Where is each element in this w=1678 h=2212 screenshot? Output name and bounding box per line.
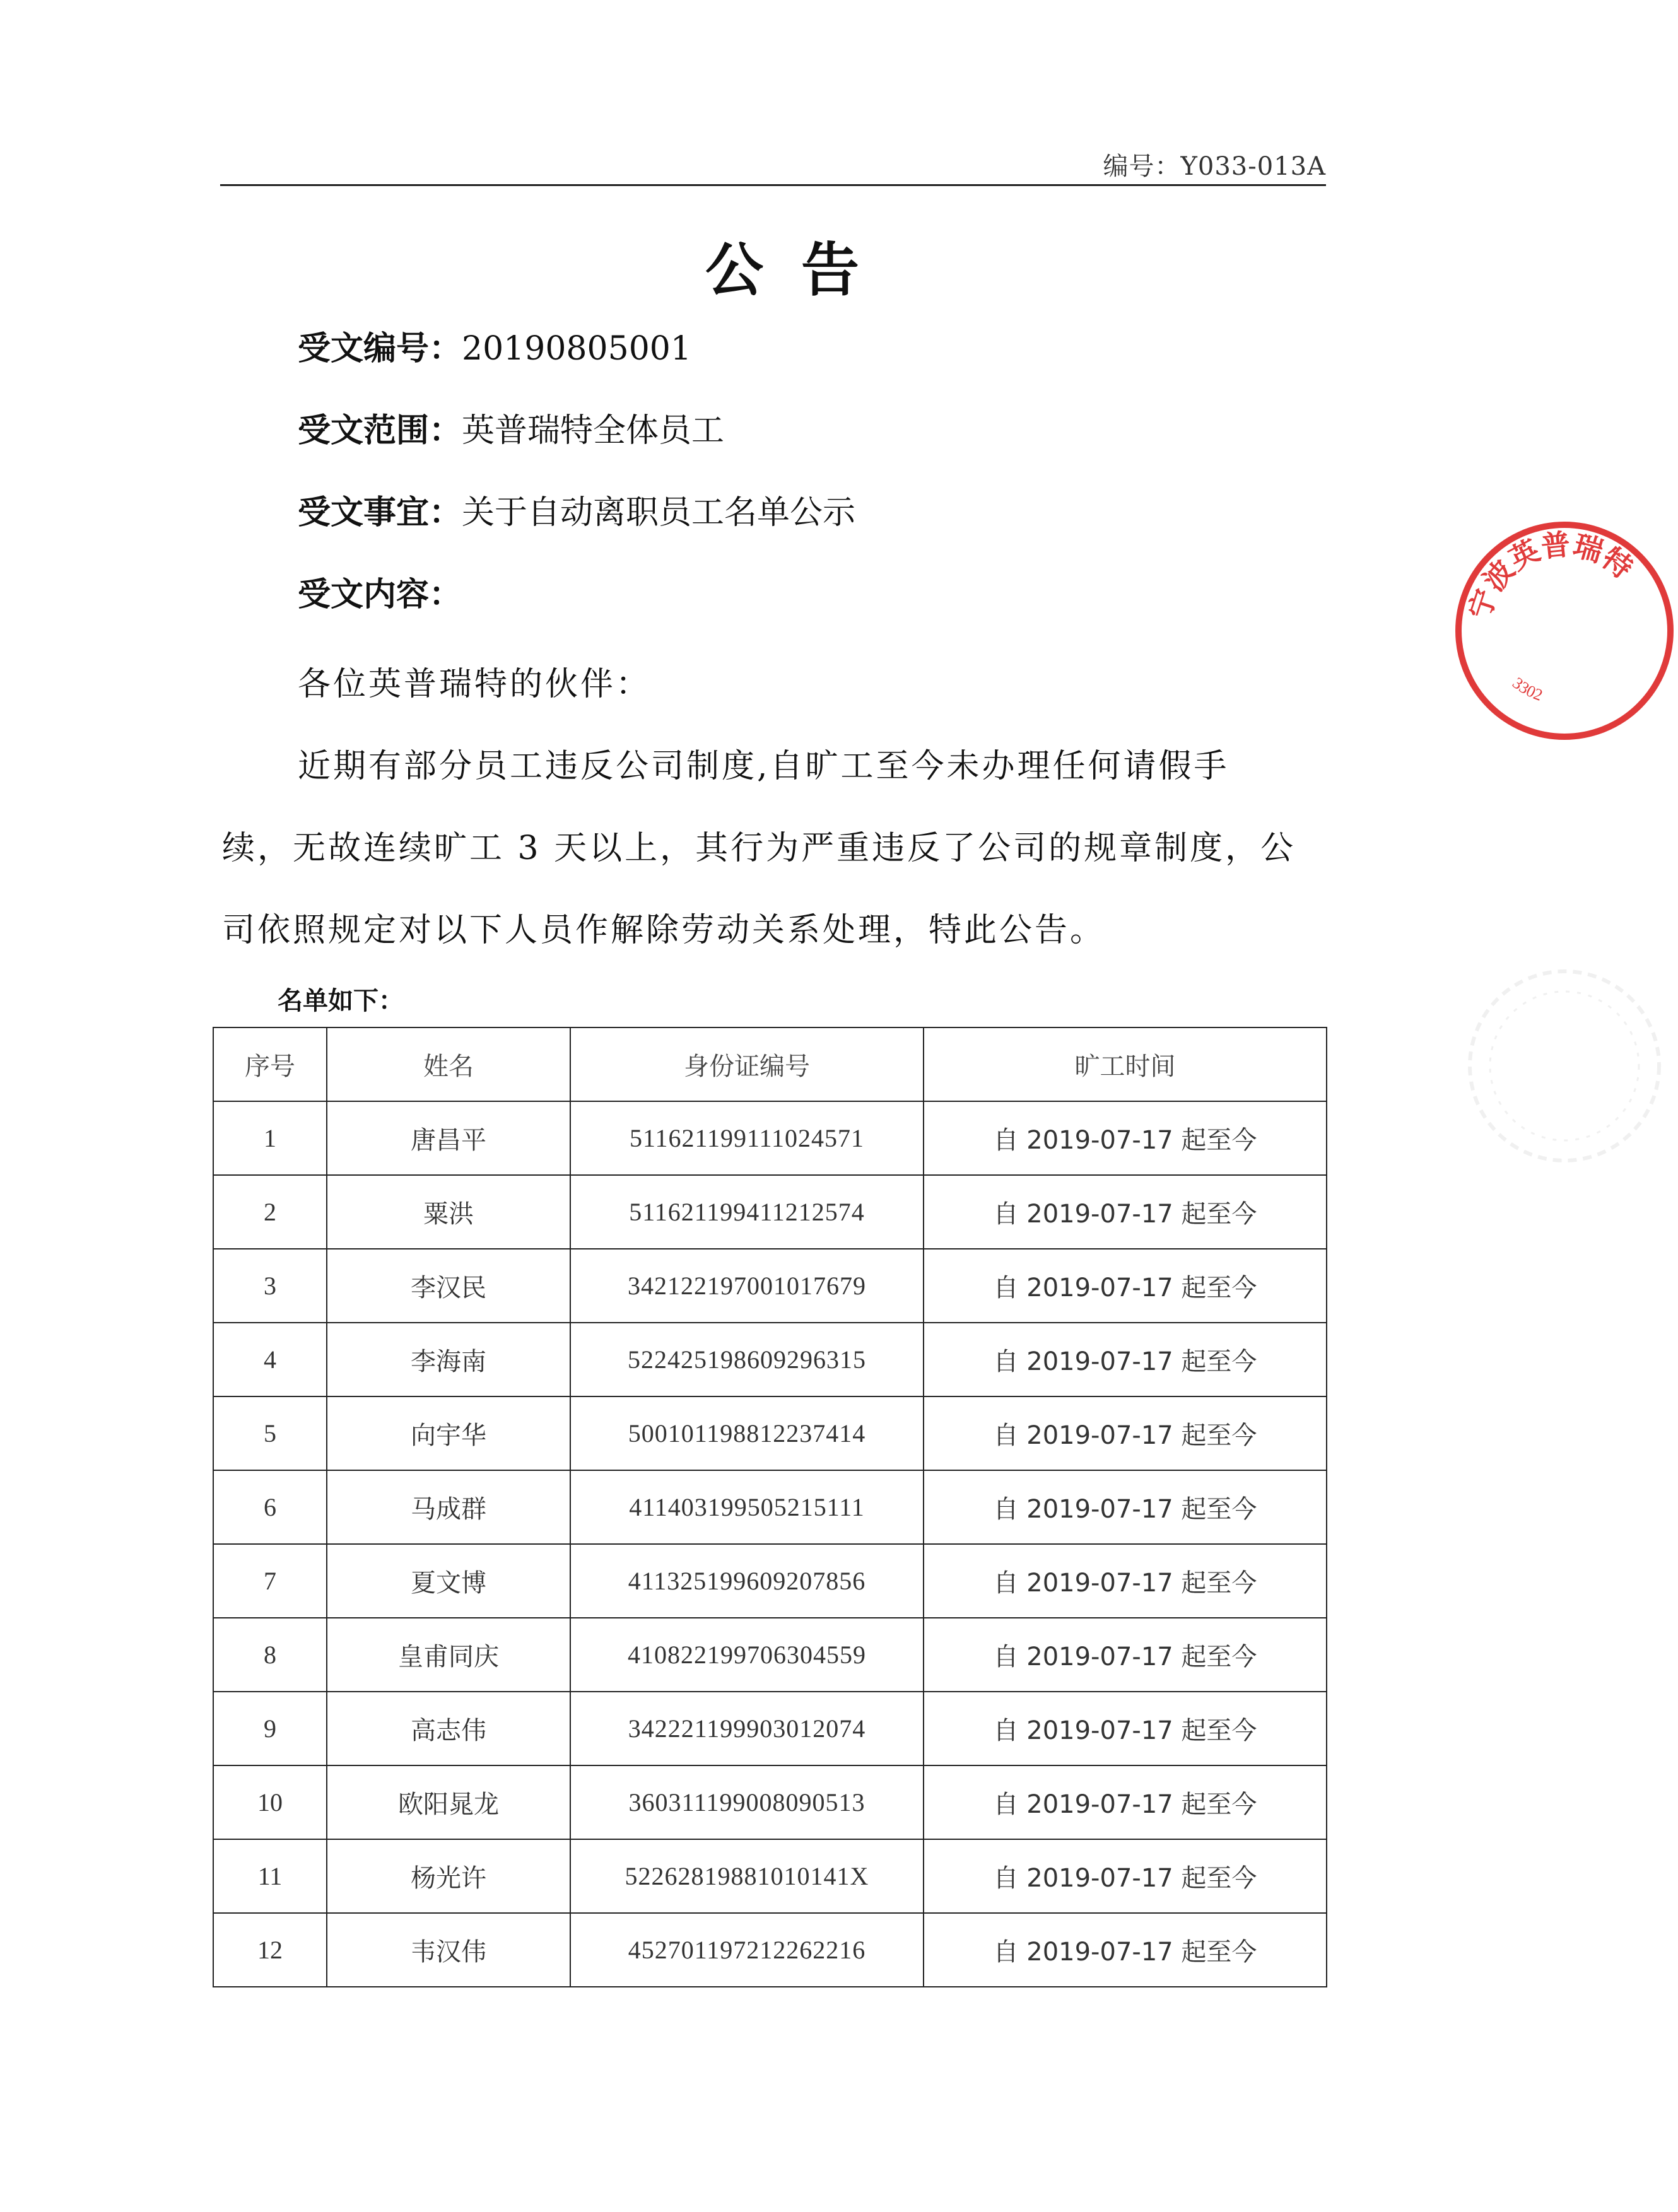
- row-index: 10: [213, 1765, 327, 1839]
- table-header-row: [213, 1027, 1327, 1101]
- row-id: 452701197212262216: [570, 1913, 924, 1987]
- document-number: 编号：Y033-013A: [1103, 152, 1326, 181]
- row-name: 高志伟: [327, 1692, 570, 1765]
- body-line-1: 近期有部分员工违反公司制度,自旷工至今未办理任何请假手: [298, 747, 1229, 785]
- row-id: 342122197001017679: [570, 1249, 924, 1323]
- matter-label: 受文事宜：: [298, 494, 462, 532]
- row-id: 410822199706304559: [570, 1618, 924, 1692]
- company-seal: [1451, 517, 1678, 744]
- row-name: 李海南: [327, 1323, 570, 1396]
- list-caption: 名单如下：: [278, 986, 404, 1015]
- row-name: 杨光许: [327, 1839, 570, 1913]
- row-time: 自 2019-07-17 起至今: [924, 1913, 1327, 1987]
- row-name: 唐昌平: [327, 1101, 570, 1175]
- row-index: 1: [213, 1101, 327, 1175]
- row-id: 360311199008090513: [570, 1765, 924, 1839]
- row-time: 自 2019-07-17 起至今: [924, 1618, 1327, 1692]
- row-time: 自 2019-07-17 起至今: [924, 1765, 1327, 1839]
- row-name: 李汉民: [327, 1249, 570, 1323]
- row-index: 7: [213, 1544, 327, 1618]
- row-id: 500101198812237414: [570, 1396, 924, 1470]
- row-index: 11: [213, 1839, 327, 1913]
- row-index: 4: [213, 1323, 327, 1396]
- scope-label: 受文范围：: [298, 412, 462, 450]
- row-name: 欧阳晁龙: [327, 1765, 570, 1839]
- row-name: 马成群: [327, 1470, 570, 1544]
- table-row: [213, 1544, 1327, 1618]
- content-label: 受文内容：: [298, 576, 462, 614]
- table-row: [213, 1692, 1327, 1765]
- row-time: 自 2019-07-17 起至今: [924, 1839, 1327, 1913]
- doc-no-value: 20190805001: [462, 330, 691, 368]
- doc-no-label: 受文编号：: [298, 330, 462, 368]
- row-index: 12: [213, 1913, 327, 1987]
- row-id: 411325199609207856: [570, 1544, 924, 1618]
- row-id: 411403199505215111: [570, 1470, 924, 1544]
- row-id: 511621199111024571: [570, 1101, 924, 1175]
- faint-seal-impression: [1445, 921, 1672, 1211]
- roster-table: [213, 1027, 1327, 1987]
- table-row: [213, 1765, 1327, 1839]
- header-rule: [220, 184, 1326, 186]
- row-time: 自 2019-07-17 起至今: [924, 1101, 1327, 1175]
- seal-number: 3302: [1509, 674, 1546, 705]
- page-title: 公告: [705, 237, 897, 304]
- row-time: 自 2019-07-17 起至今: [924, 1396, 1327, 1470]
- header-name: 姓名: [327, 1027, 570, 1101]
- row-id: 52262819881010141X: [570, 1839, 924, 1913]
- table-row: [213, 1913, 1327, 1987]
- row-time: 自 2019-07-17 起至今: [924, 1249, 1327, 1323]
- row-id: 342221199903012074: [570, 1692, 924, 1765]
- greeting: 各位英普瑞特的伙伴：: [298, 665, 652, 703]
- row-index: 9: [213, 1692, 327, 1765]
- header-id: 身份证编号: [570, 1027, 924, 1101]
- table-row: [213, 1101, 1327, 1175]
- row-name: 夏文博: [327, 1544, 570, 1618]
- table-row: [213, 1249, 1327, 1323]
- matter-value: 关于自动离职员工名单公示: [462, 494, 856, 532]
- row-index: 8: [213, 1618, 327, 1692]
- scope-value: 英普瑞特全体员工: [462, 412, 725, 450]
- table-row: [213, 1618, 1327, 1692]
- table-row: [213, 1396, 1327, 1470]
- table-row: [213, 1470, 1327, 1544]
- body-line-3: 司依照规定对以下人员作解除劳动关系处理，特此公告。: [222, 911, 1106, 949]
- table-row: [213, 1175, 1327, 1249]
- table-row: [213, 1839, 1327, 1913]
- header-index: 序号: [213, 1027, 327, 1101]
- doc-no-field: [298, 322, 691, 369]
- row-id: 522425198609296315: [570, 1323, 924, 1396]
- row-name: 皇甫同庆: [327, 1618, 570, 1692]
- row-index: 5: [213, 1396, 327, 1470]
- content-field: [298, 568, 462, 615]
- row-index: 6: [213, 1470, 327, 1544]
- row-index: 2: [213, 1175, 327, 1249]
- row-time: 自 2019-07-17 起至今: [924, 1323, 1327, 1396]
- scope-field: [298, 404, 724, 451]
- row-time: 自 2019-07-17 起至今: [924, 1175, 1327, 1249]
- row-id: 511621199411212574: [570, 1175, 924, 1249]
- header-absence-time: 旷工时间: [924, 1027, 1327, 1101]
- body-line-2: 续，无故连续旷工 3 天以上，其行为严重违反了公司的规章制度，公: [222, 829, 1296, 867]
- matter-field: [298, 486, 855, 533]
- table-row: [213, 1323, 1327, 1396]
- row-time: 自 2019-07-17 起至今: [924, 1692, 1327, 1765]
- row-time: 自 2019-07-17 起至今: [924, 1544, 1327, 1618]
- seal-text: 宁波英普瑞特: [1462, 527, 1640, 623]
- row-time: 自 2019-07-17 起至今: [924, 1470, 1327, 1544]
- row-index: 3: [213, 1249, 327, 1323]
- row-name: 向宇华: [327, 1396, 570, 1470]
- row-name: 粟洪: [327, 1175, 570, 1249]
- row-name: 韦汉伟: [327, 1913, 570, 1987]
